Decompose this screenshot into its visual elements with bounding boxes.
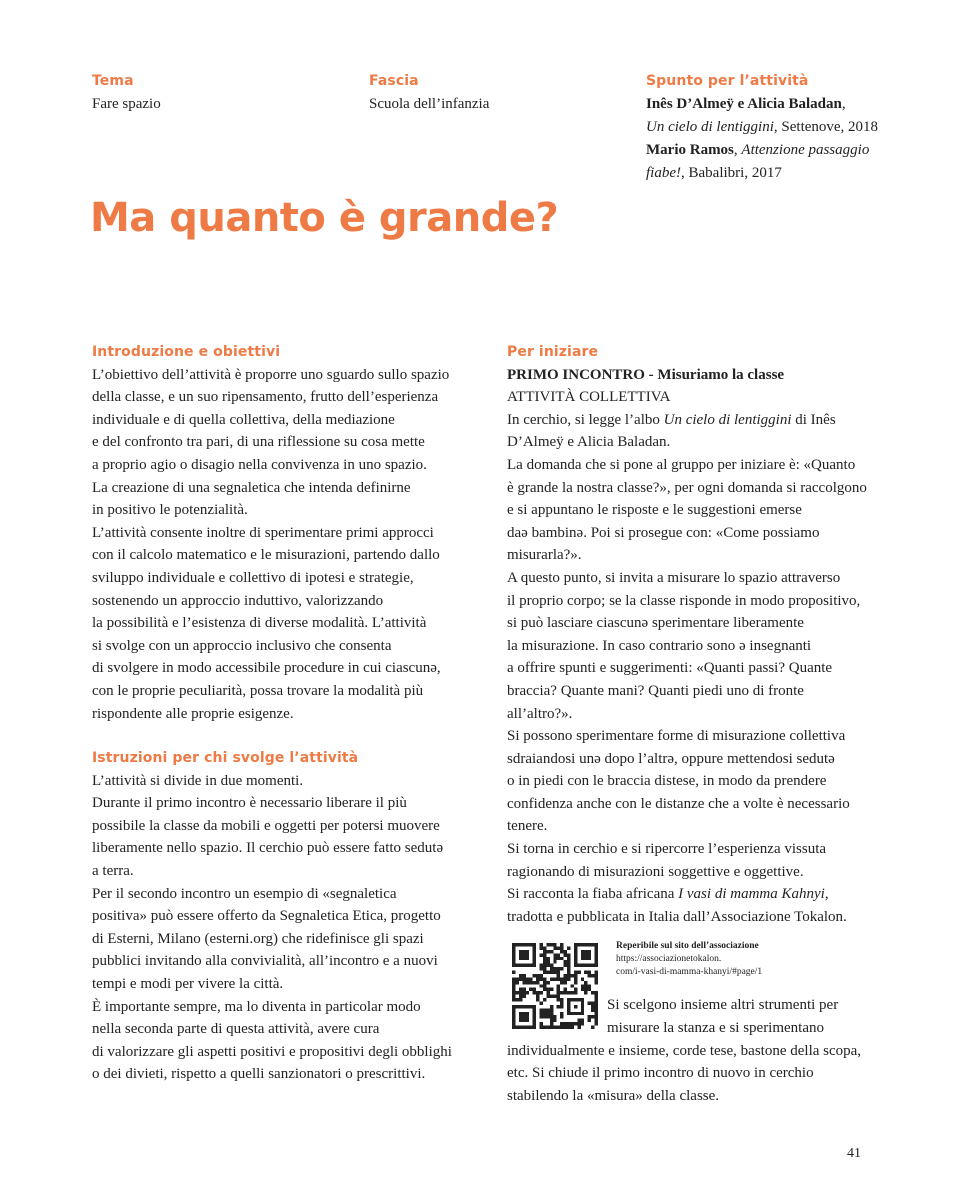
paragraph-line xyxy=(507,409,907,432)
text-line: sostenendo un approccio induttivo, valorizzando xyxy=(92,592,384,609)
spunto-ref2-pub: , Babalibri, 2017 xyxy=(681,165,782,181)
qr-block xyxy=(507,938,907,1026)
meta-spunto xyxy=(646,70,896,185)
text-run: In cerchio, si legge l’albo xyxy=(507,411,664,428)
text-line: misurarla?». xyxy=(507,547,582,564)
text-line: ragionando di misurazioni soggettive e oggettive. xyxy=(507,863,804,880)
spunto-ref2-title-b: fiabe! xyxy=(646,165,681,181)
text-line: si può lasciare ciascunə sperimentare liberamente xyxy=(507,615,804,632)
text-line: braccia? Quante mani? Quanti piedi uno di fronte xyxy=(507,682,804,699)
spunto-ref2-line1 xyxy=(646,139,896,162)
text-line: possibile la classe da mobili e oggetti per potersi muovere xyxy=(92,817,440,834)
primo-incontro-subheading: PRIMO INCONTRO - Misuriamo la classe xyxy=(507,366,785,383)
text-line: Durante il primo incontro è necessario liberare il più xyxy=(92,795,407,812)
meta-tema-label: Tema xyxy=(92,73,134,89)
per-iniziare-heading: Per iniziare xyxy=(507,344,599,360)
fiaba-title: I vasi di mamma Kahnyi xyxy=(678,886,825,903)
text-line: D’Almeÿ e Alicia Baladan. xyxy=(507,434,671,451)
text-line: e del confronto tra pari, di una riflessione su cosa mette xyxy=(92,434,425,451)
text-line: Per il secondo incontro un esempio di «segnaletica xyxy=(92,885,397,902)
text-line: con il calcolo matematico e le misurazioni, partendo dallo xyxy=(92,547,440,564)
meta-tema-value: Fare spazio xyxy=(92,96,161,112)
text-line: tenere. xyxy=(507,818,548,835)
text-line: liberamente nello spazio. Il cerchio può essere fatto sedutə xyxy=(92,840,444,857)
text-line: confidenza anche con le distanze che a volte è necessario xyxy=(507,795,850,812)
text-line: il proprio corpo; se la classe risponde in modo propositivo, xyxy=(507,592,861,609)
text-line: a proprio agio o disagio nella convivenza in uno spazio. xyxy=(92,456,427,473)
spunto-ref2-sep: , xyxy=(733,142,742,158)
text-run: di Inês xyxy=(791,411,836,428)
text-line: in positivo le potenzialità. xyxy=(92,502,248,519)
text-line: etc. Si chiude il primo incontro di nuovo in cerchio xyxy=(507,1065,814,1082)
meta-tema xyxy=(92,70,342,116)
text-line: rispondente alle proprie esigenze. xyxy=(92,705,294,722)
text-run: Si racconta la fiaba africana xyxy=(507,886,679,903)
text-line: tempi e modi per vivere la città. xyxy=(92,976,284,993)
text-line: sdraiandosi unə dopo l’altrə, oppure mettendosi sedutə xyxy=(507,750,835,767)
qr-code-icon[interactable] xyxy=(512,943,598,1029)
text-line: della classe, e un suo ripensamento, frutto dell’esperienza xyxy=(92,389,439,406)
istruzioni-text xyxy=(92,770,492,1086)
meta-fascia-label: Fascia xyxy=(369,73,419,89)
qr-note xyxy=(616,940,762,979)
spunto-ref1-sep: , xyxy=(841,96,846,112)
spunto-ref1-pub: , Settenove, 2018 xyxy=(773,119,879,135)
spunto-ref1-line1 xyxy=(646,93,896,116)
text-line: è grande la nostra classe?», per ogni domanda si raccolgono xyxy=(507,479,867,496)
text-line: Si possono sperimentare forme di misurazione collettiva xyxy=(507,728,846,745)
book-title: Un cielo di lentiggini xyxy=(663,411,792,428)
qr-note-url[interactable]: https://associazionetokalon. xyxy=(616,954,722,965)
text-line: di Esterni, Milano (esterni.org) che ridefinisce gli spazi xyxy=(92,930,424,947)
text-line: di valorizzare gli aspetti positivi e propositivi degli obblighi xyxy=(92,1043,452,1060)
text-line: L’attività si divide in due momenti. xyxy=(92,772,304,789)
text-line: la possibilità e l’esistenza di diverse modalità. L’attività xyxy=(92,615,427,632)
text-line: L’obiettivo dell’attività è proporre uno sguardo sullo spazio xyxy=(92,366,450,383)
text-line: nella seconda parte di questa attività, avere cura xyxy=(92,1021,380,1038)
text-line: stabilendo la «misura» della classe. xyxy=(507,1087,720,1104)
text-line: a terra. xyxy=(92,863,134,880)
intro-text xyxy=(92,364,492,726)
text-line: sviluppo individuale e collettivo di ipotesi e strategie, xyxy=(92,569,414,586)
text-line: L’attività consente inoltre di sperimentare primi approcci xyxy=(92,524,434,541)
paragraph-line: tradotta e pubblicata in Italia dall’Associazione Tokalon. xyxy=(507,908,847,925)
meta-fascia xyxy=(369,70,619,116)
page-number: 41 xyxy=(847,1146,861,1161)
text-line: di svolgere in modo accessibile procedure in cui ciascunə, xyxy=(92,660,441,677)
right-column xyxy=(507,341,907,1107)
text-line: È importante sempre, ma lo diventa in particolar modo xyxy=(92,998,421,1015)
spunto-ref1-title: Un cielo di lentiggini xyxy=(646,119,774,135)
intro-heading: Introduzione e obiettivi xyxy=(92,344,281,360)
text-run: , xyxy=(824,886,829,903)
text-line: positiva» può essere offerto da Segnaletica Etica, progetto xyxy=(92,908,441,925)
text-line: individualmente e insieme, corde tese, bastone della scopa, xyxy=(507,1042,862,1059)
text-line: daə bambinə. Poi si prosegue con: «Come possiamo xyxy=(507,524,820,541)
spunto-ref1-authors: Inês D’Almeÿ e Alicia Baladan xyxy=(646,96,842,112)
text-line: misurare la stanza e si sperimentano xyxy=(607,1020,825,1037)
text-line: o dei divieti, rispetto a quelli sanzionatori o prescrittivi. xyxy=(92,1066,426,1083)
spunto-ref2-line2 xyxy=(646,162,896,185)
text-line: A questo punto, si invita a misurare lo spazio attraverso xyxy=(507,569,841,586)
text-line: individuale e di quella collettiva, della mediazione xyxy=(92,411,395,428)
text-line: Si torna in cerchio e si ripercorre l’esperienza vissuta xyxy=(507,841,827,858)
text-line: si svolge con un approccio inclusivo che consenta xyxy=(92,637,392,654)
paragraph-line xyxy=(507,883,907,906)
text-line: la misurazione. In caso contrario sono ə insegnanti xyxy=(507,637,812,654)
right-text-a xyxy=(507,431,907,883)
spunto-ref2-author: Mario Ramos xyxy=(646,142,734,158)
spunto-ref1-line2 xyxy=(646,116,896,139)
text-line: a offrire spunti e suggerimenti: «Quanti passi? Quante xyxy=(507,660,833,677)
spunto-ref2-title-a: Attenzione passaggio xyxy=(741,142,870,158)
right-text-b xyxy=(507,1040,907,1108)
istruzioni-heading: Istruzioni per chi svolge l’attività xyxy=(92,750,359,767)
text-line: Si scelgono insieme altri strumenti per xyxy=(607,997,839,1014)
left-column xyxy=(92,341,492,1086)
text-line: all’altro?». xyxy=(507,705,573,722)
text-line: La creazione di una segnaletica che intenda definirne xyxy=(92,479,411,496)
page-title: Ma quanto è grande? xyxy=(90,195,559,241)
text-line: pubblici invitando alla convivialità, all’incontro e a nuovi xyxy=(92,953,438,970)
text-line: con le proprie peculiarità, possa trovare la modalità più xyxy=(92,682,424,699)
meta-spunto-label: Spunto per l’attività xyxy=(646,73,809,89)
text-line: o in piedi con le braccia distese, in modo da prendere xyxy=(507,773,827,790)
qr-note-title: Reperibile sul sito dell’associazione xyxy=(616,941,759,952)
activity-type: ATTIVITÀ COLLETTIVA xyxy=(507,389,671,406)
text-line: e si appuntano le risposte e le suggestioni emerse xyxy=(507,502,802,519)
text-line: La domanda che si pone al gruppo per iniziare è: «Quanto xyxy=(507,456,856,473)
qr-note-url-cont[interactable]: com/i-vasi-di-mamma-khanyi/#page/1 xyxy=(616,967,763,978)
meta-fascia-value: Scuola dell’infanzia xyxy=(369,96,490,112)
